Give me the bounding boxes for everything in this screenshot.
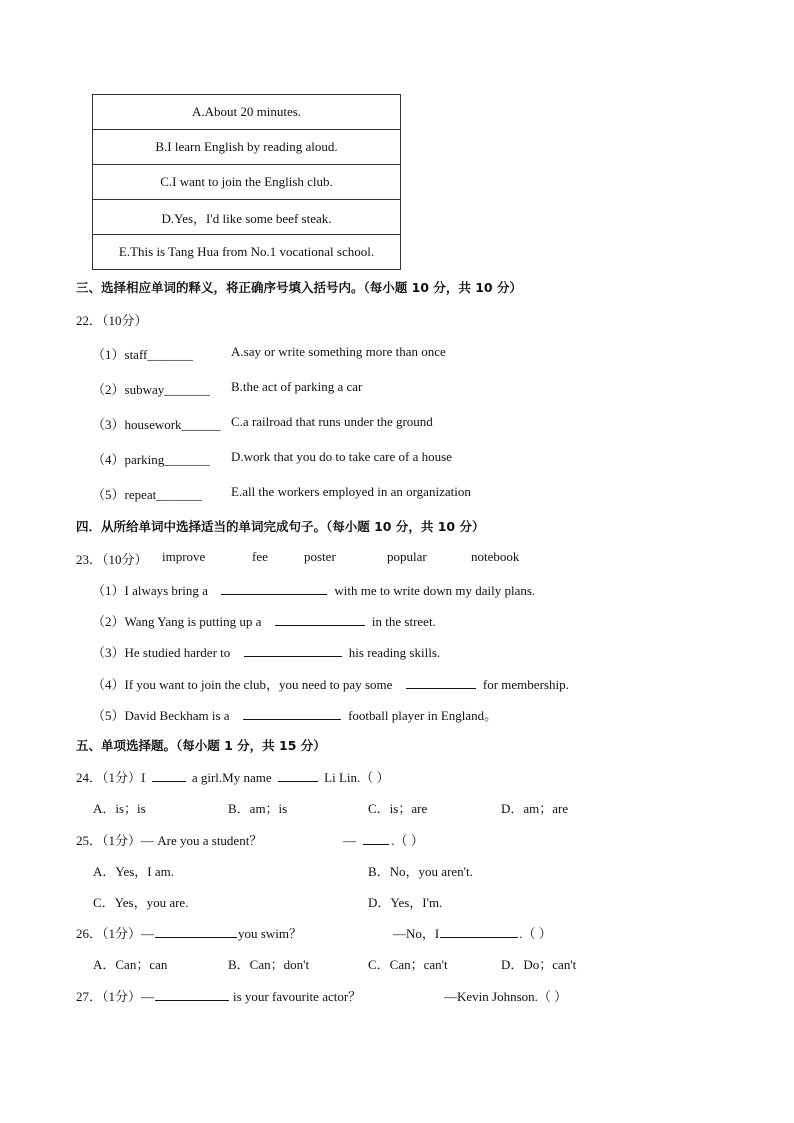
section-4-heading: 四．从所给单词中选择适当的单词完成句子。（每小题 10 分，共 10 分） <box>76 519 485 534</box>
option-row-c: C.I want to join the English club. <box>93 165 401 200</box>
matching-definition: C.a railroad that runs under the ground <box>231 414 433 429</box>
sentence-item: （2）Wang Yang is putting up a in the street. <box>92 614 436 629</box>
option-row-a: A.About 20 minutes. <box>93 95 401 130</box>
sentence-item: （1）I always bring a with me to write down my daily plans. <box>92 583 536 598</box>
matching-item: （5）repeat_______ <box>92 487 202 502</box>
question-27-reply: —Kevin Johnson.（ ） <box>444 989 568 1004</box>
answer-blank[interactable] <box>275 613 365 626</box>
matching-definition: B.the act of parking a car <box>231 379 363 394</box>
question-22-head: 22．（10分） <box>76 313 148 328</box>
answer-blank[interactable] <box>243 707 341 720</box>
choice-d[interactable]: D．Yes，I'm. <box>368 895 443 910</box>
question-23-head: 23．（10分） <box>76 552 148 567</box>
question-24: 24．（1分）I a girl.My name Li Lin.（ ） <box>76 770 390 785</box>
section-3-heading: 三、选择相应单词的释义，将正确序号填入括号内。（每小题 10 分，共 10 分） <box>76 280 522 295</box>
answer-blank[interactable]: _______ <box>164 452 210 467</box>
question-25-reply: — .（ ） <box>343 833 424 848</box>
matching-definition: D.work that you do to take care of a house <box>231 449 452 464</box>
choice-b[interactable]: B．am；is <box>228 801 288 816</box>
answer-blank[interactable] <box>440 925 518 938</box>
option-row-b: B.I learn English by reading aloud. <box>93 130 401 165</box>
matching-definition: A.say or write something more than once <box>231 344 446 359</box>
answer-blank[interactable] <box>363 832 389 845</box>
choice-a[interactable]: A．Can；can <box>93 957 168 972</box>
answer-blank[interactable]: _______ <box>164 382 210 397</box>
answer-blank[interactable] <box>278 769 318 782</box>
section-5-heading: 五、单项选择题。（每小题 1 分，共 15 分） <box>76 738 326 753</box>
answer-blank[interactable] <box>155 925 237 938</box>
choice-c[interactable]: C．Can；can't <box>368 957 448 972</box>
answer-blank[interactable]: _______ <box>147 347 193 362</box>
sentence-item: （3）He studied harder to his reading skills. <box>92 645 441 660</box>
choice-c[interactable]: C．is；are <box>368 801 428 816</box>
choice-b[interactable]: B．Can；don't <box>228 957 310 972</box>
matching-item: （3）housework______ <box>92 417 221 432</box>
word-bank-item: poster <box>304 549 336 564</box>
matching-item: （1）staff_______ <box>92 347 193 362</box>
choice-a[interactable]: A．is；is <box>93 801 146 816</box>
answer-blank[interactable]: _______ <box>156 487 202 502</box>
matching-definition: E.all the workers employed in an organization <box>231 484 471 499</box>
answer-blank[interactable] <box>152 769 186 782</box>
option-row-e: E.This is Tang Hua from No.1 vocational school. <box>93 235 401 270</box>
sentence-item: （5）David Beckham is a football player in England。 <box>92 708 498 723</box>
question-25: 25．（1分）— Are you a student？ <box>76 833 263 848</box>
choice-b[interactable]: B．No，you aren't. <box>368 864 473 879</box>
options-table <box>92 94 401 270</box>
word-bank-item: notebook <box>471 549 520 564</box>
answer-blank[interactable] <box>155 988 229 1001</box>
question-26-reply: —No，I .（ ） <box>393 926 552 941</box>
answer-blank[interactable]: ______ <box>181 417 221 432</box>
matching-item: （4）parking_______ <box>92 452 210 467</box>
choice-a[interactable]: A．Yes，I am. <box>93 864 175 879</box>
word-bank-item: fee <box>252 549 268 564</box>
question-27: 27．（1分）— is your favourite actor？ <box>76 989 362 1004</box>
option-row-d: D.Yes，I'd like some beef steak. <box>93 200 401 235</box>
sentence-item: （4）If you want to join the club，you need to pay some for membership. <box>92 677 569 692</box>
word-bank-item: improve <box>162 549 206 564</box>
choice-d[interactable]: D．Do；can't <box>501 957 577 972</box>
answer-blank[interactable] <box>406 676 476 689</box>
matching-item: （2）subway_______ <box>92 382 210 397</box>
word-bank-item: popular <box>387 549 427 564</box>
question-26: 26．（1分）— you swim？ <box>76 926 302 941</box>
answer-blank[interactable] <box>244 644 342 657</box>
choice-c[interactable]: C．Yes，you are. <box>93 895 189 910</box>
answer-blank[interactable] <box>221 582 327 595</box>
choice-d[interactable]: D．am；are <box>501 801 569 816</box>
